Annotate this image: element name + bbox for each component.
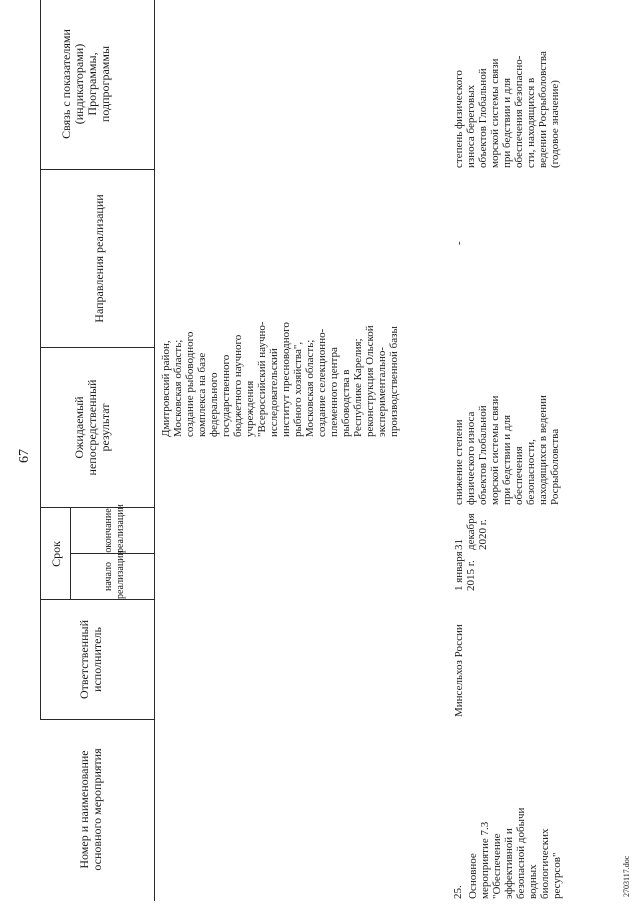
header-term-end: окончание реализации	[103, 504, 126, 553]
col-border-5	[40, 347, 155, 348]
header-executor: Ответственный исполнитель	[77, 619, 104, 700]
header-term-start: начало реализации	[103, 550, 126, 599]
row-25-name: Основное мероприятие 7.3 "Обеспечение эффективной и безопасной добычи водных биологических ресурсов"	[467, 807, 563, 899]
header-indicators: Связь с показателями (индикаторами) Программы, подпрограммы	[59, 29, 112, 139]
row-25-executor: Минсельхоз России	[453, 624, 465, 717]
continuation-directions: Дмитровский район, Московская область; создание рыбоводного комплекса на базе федерального государственного бюджетного научного учреждения "Всероссийский научно- исследовательский институт пресноводного рыбного хозяйства", Московская область; создание селекционно- племенного центра рыбоводства в Республике Карелия; реконструкция Ольской экспериментально- производственной базы	[160, 321, 400, 437]
header-bottom-line	[154, 0, 155, 901]
header-directions: Направления реализации	[92, 194, 106, 323]
page-number: 67	[17, 449, 32, 463]
header-term: Срок	[49, 541, 63, 567]
footer-doc-name: 2703117.doc	[622, 855, 631, 897]
col-border-1	[40, 719, 155, 720]
row-25-number: 25.	[452, 885, 464, 899]
row-25-end: 31 декабря 2020 г.	[453, 513, 489, 550]
col-border-2	[40, 599, 155, 600]
col-border-4	[40, 507, 155, 508]
header-top-border	[40, 0, 41, 720]
row-25-start: 1 января 2015 г.	[453, 551, 477, 591]
header-number-name: Номер и наименование основного мероприятия	[77, 748, 104, 871]
col-border-6	[40, 169, 155, 170]
term-subheader-line	[70, 507, 71, 600]
row-25-indicators: степень физического износа береговых объектов Глобальной морской системы связи при бедствии и для обеспечения безопасно- сти, находящихся в ведении Росрыболовства (годовое значение)	[453, 51, 561, 168]
row-25-directions: -	[453, 241, 465, 245]
row-25-result: снижение степени физического износа объектов Глобальной морской системы связи при бедствии и для обеспечения безопасности, находящихся в ведении Росрыболовства	[453, 395, 561, 505]
header-expected-result: Ожидаемый непосредственный результат	[72, 379, 112, 476]
